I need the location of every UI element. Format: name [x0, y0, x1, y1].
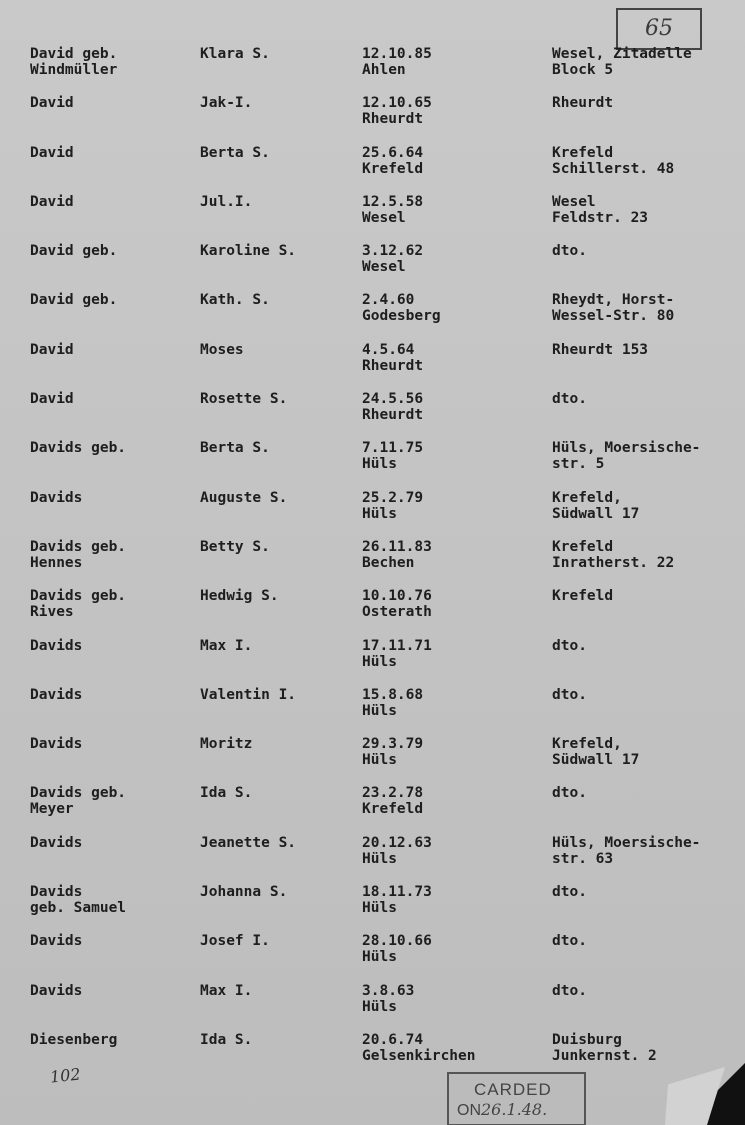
residence-cell: Wesel, Zitadelle Block 5	[552, 46, 692, 78]
given-name-cell: Berta S.	[200, 144, 270, 161]
given-name-cell: Hedwig S.	[200, 588, 279, 605]
birth-cell: 4.5.64 Rheurdt	[362, 341, 424, 374]
given-name-cell: Moses	[200, 341, 244, 358]
surname-cell: Davids	[30, 834, 83, 851]
given-name-cell: Rosette S.	[200, 391, 288, 408]
given-name-cell: Berta S.	[200, 440, 270, 457]
record-row	[0, 391, 745, 440]
surname-cell: Davids	[30, 736, 83, 753]
birth-cell: 10.10.76 Osterath	[362, 588, 432, 621]
stamp-on-label: ON	[457, 1102, 481, 1119]
record-row	[0, 1032, 745, 1081]
stamp-date: 26.1.48.	[481, 1100, 548, 1119]
residence-cell: Krefeld Schillerst. 48	[552, 144, 675, 177]
residence-cell: dto.	[552, 391, 587, 408]
given-name-cell: Valentin I.	[200, 686, 297, 703]
page-number-box: 65	[616, 8, 702, 50]
given-name-cell: Jeanette S.	[200, 834, 297, 851]
stamp-label: CARDED	[474, 1080, 552, 1099]
surname-cell: David	[30, 193, 74, 210]
record-row	[0, 835, 745, 884]
surname-cell: David	[30, 391, 74, 408]
birth-cell: 3.12.62 Wesel	[362, 243, 424, 276]
given-name-cell: Josef I.	[200, 933, 270, 950]
surname-cell: Davids	[30, 637, 83, 654]
residence-cell: Krefeld, Südwall 17	[552, 736, 640, 769]
birth-cell: 17.11.71 Hüls	[362, 637, 432, 670]
surname-cell: David geb. Windmüller	[30, 46, 118, 78]
record-row	[0, 440, 745, 489]
birth-cell: 25.6.64 Krefeld	[362, 144, 424, 177]
surname-cell: Davids geb.	[30, 440, 127, 457]
residence-cell: dto.	[552, 243, 587, 260]
record-row	[0, 638, 745, 687]
record-row	[0, 46, 745, 95]
record-list	[0, 46, 745, 1081]
surname-cell: Diesenberg	[30, 1031, 118, 1048]
given-name-cell: Moritz	[200, 736, 253, 753]
given-name-cell: Johanna S.	[200, 884, 288, 901]
surname-cell: Davids	[30, 489, 83, 506]
record-row	[0, 490, 745, 539]
residence-cell: Hüls, Moersische- str. 63	[552, 834, 701, 867]
given-name-cell: Max I.	[200, 637, 253, 654]
record-row	[0, 785, 745, 834]
birth-cell: 29.3.79 Hüls	[362, 736, 424, 769]
given-name-cell: Klara S.	[200, 46, 270, 62]
record-row	[0, 588, 745, 637]
birth-cell: 15.8.68 Hüls	[362, 686, 424, 719]
surname-cell: Davids geb. Samuel	[30, 884, 127, 917]
surname-cell: Davids	[30, 982, 83, 999]
given-name-cell: Ida S.	[200, 785, 253, 802]
birth-cell: 24.5.56 Rheurdt	[362, 391, 424, 424]
residence-cell: dto.	[552, 686, 587, 703]
surname-cell: Davids geb. Hennes	[30, 538, 127, 571]
record-row	[0, 933, 745, 982]
surname-cell: David	[30, 95, 74, 112]
record-row	[0, 342, 745, 391]
record-row	[0, 884, 745, 933]
carded-stamp	[447, 1072, 586, 1125]
birth-cell: 20.6.74 Gelsenkirchen	[362, 1031, 476, 1064]
birth-cell: 20.12.63 Hüls	[362, 834, 432, 867]
birth-cell: 2.4.60 Godesberg	[362, 292, 441, 325]
birth-cell: 12.10.85 Ahlen	[362, 46, 432, 78]
given-name-cell: Max I.	[200, 982, 253, 999]
given-name-cell: Betty S.	[200, 538, 270, 555]
residence-cell: Krefeld, Südwall 17	[552, 489, 640, 522]
birth-cell: 26.11.83 Bechen	[362, 538, 432, 571]
record-row	[0, 292, 745, 341]
given-name-cell: Auguste S.	[200, 489, 288, 506]
stamp-date-line	[457, 1100, 547, 1120]
given-name-cell: Karoline S.	[200, 243, 297, 260]
record-row	[0, 95, 745, 144]
given-name-cell: Jak-I.	[200, 95, 253, 112]
birth-cell: 25.2.79 Hüls	[362, 489, 424, 522]
residence-cell: dto.	[552, 637, 587, 654]
birth-cell: 28.10.66 Hüls	[362, 933, 432, 966]
record-row	[0, 243, 745, 292]
record-row	[0, 194, 745, 243]
record-row	[0, 736, 745, 785]
record-row	[0, 687, 745, 736]
residence-cell: dto.	[552, 933, 587, 950]
surname-cell: David	[30, 144, 74, 161]
surname-cell: Davids	[30, 686, 83, 703]
residence-cell: dto.	[552, 884, 587, 901]
handwritten-note: 102	[49, 1064, 82, 1087]
residence-cell: dto.	[552, 982, 587, 999]
residence-cell: Krefeld Inratherst. 22	[552, 538, 675, 571]
birth-cell: 12.10.65 Rheurdt	[362, 95, 432, 128]
residence-cell: Rheurdt	[552, 95, 614, 112]
given-name-cell: Jul.I.	[200, 193, 253, 210]
residence-cell: Wesel Feldstr. 23	[552, 193, 649, 226]
record-row	[0, 983, 745, 1032]
given-name-cell: Ida S.	[200, 1031, 253, 1048]
surname-cell: Davids	[30, 933, 83, 950]
surname-cell: David geb.	[30, 292, 118, 309]
record-row	[0, 145, 745, 194]
residence-cell: Krefeld	[552, 588, 614, 605]
residence-cell: Rheydt, Horst- Wessel-Str. 80	[552, 292, 675, 325]
birth-cell: 7.11.75 Hüls	[362, 440, 424, 473]
residence-cell: Hüls, Moersische- str. 5	[552, 440, 701, 473]
residence-cell: Duisburg Junkernst. 2	[552, 1031, 657, 1064]
surname-cell: David geb.	[30, 243, 118, 260]
surname-cell: Davids geb. Rives	[30, 588, 127, 621]
residence-cell: dto.	[552, 785, 587, 802]
birth-cell: 23.2.78 Krefeld	[362, 785, 424, 818]
surname-cell: Davids geb. Meyer	[30, 785, 127, 818]
record-row	[0, 539, 745, 588]
given-name-cell: Kath. S.	[200, 292, 270, 309]
residence-cell: Rheurdt 153	[552, 341, 649, 358]
surname-cell: David	[30, 341, 74, 358]
birth-cell: 12.5.58 Wesel	[362, 193, 424, 226]
birth-cell: 18.11.73 Hüls	[362, 884, 432, 917]
birth-cell: 3.8.63 Hüls	[362, 982, 415, 1015]
